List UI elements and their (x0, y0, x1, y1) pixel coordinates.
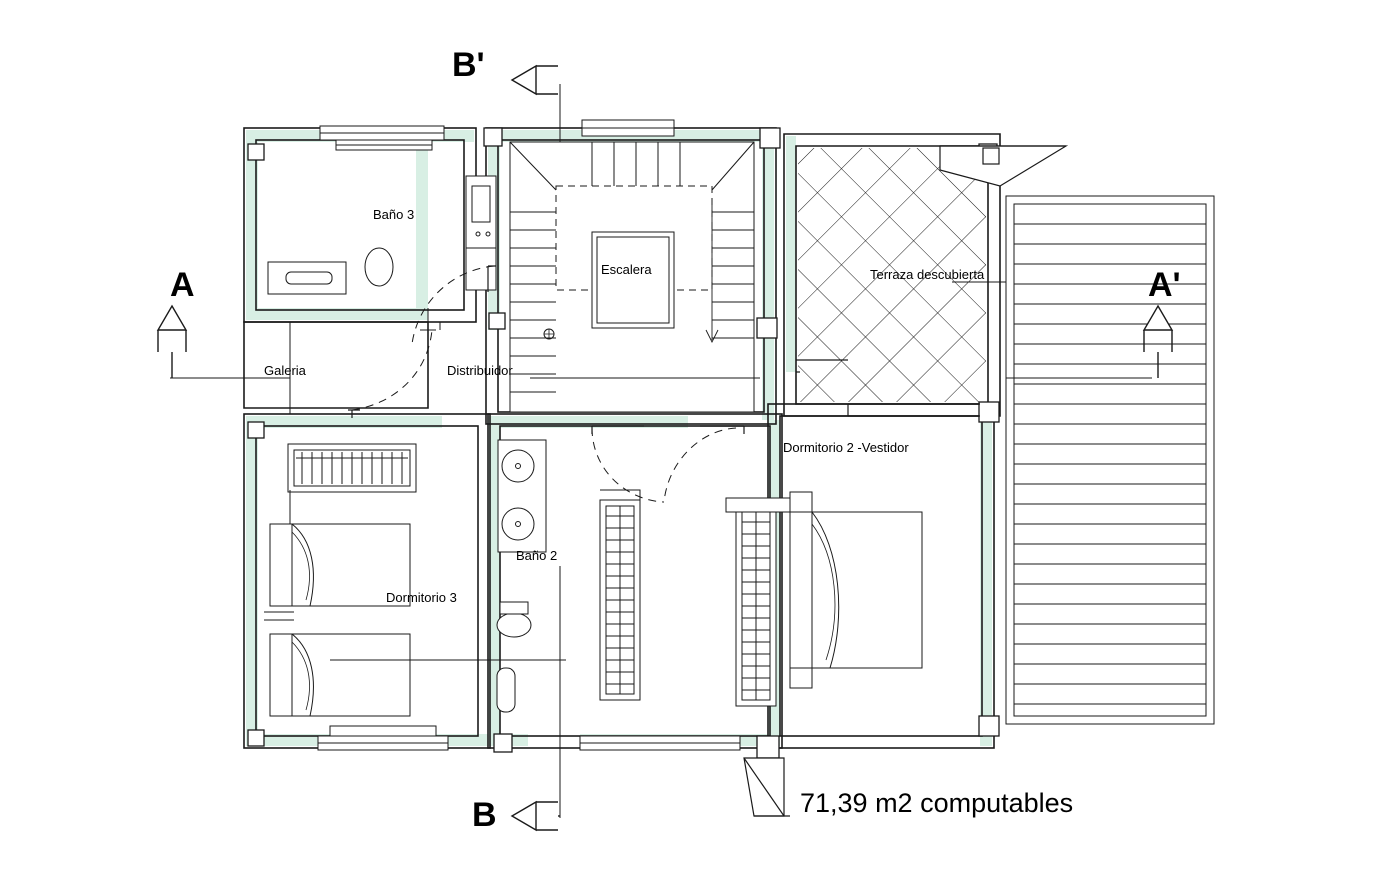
section-mark-a: A (170, 266, 195, 304)
staircase (510, 142, 754, 412)
dormitorio3-furniture (264, 444, 416, 716)
bottom-chamfer (744, 758, 790, 816)
room-label-bano-2: Baño 2 (516, 548, 558, 563)
section-mark-b: B (472, 796, 497, 834)
area-note: 71,39 m2 computables (800, 788, 1074, 818)
bano3-fixtures (268, 176, 496, 330)
room-label-galeria: Galeria (264, 363, 306, 378)
room-label-dormitorio-3: Dormitorio 3 (386, 590, 457, 605)
room-label-distribuidor: Distribuidor (447, 363, 513, 378)
section-mark-b-prime: B' (452, 46, 485, 84)
plan-geometry (158, 66, 1214, 834)
dormitorio2-furniture (726, 492, 922, 706)
room-label-dormitorio-2-vestidor: Dormitorio 2 -Vestidor (783, 440, 909, 455)
roof-slats (1006, 196, 1214, 724)
bano2-fixtures (497, 440, 640, 712)
room-label-terraza-descubierta: Terraza descubierta (870, 267, 985, 282)
room-label-escalera: Escalera (601, 262, 652, 277)
section-mark-a-prime: A' (1148, 266, 1181, 304)
room-label-bano-3: Baño 3 (373, 207, 415, 222)
